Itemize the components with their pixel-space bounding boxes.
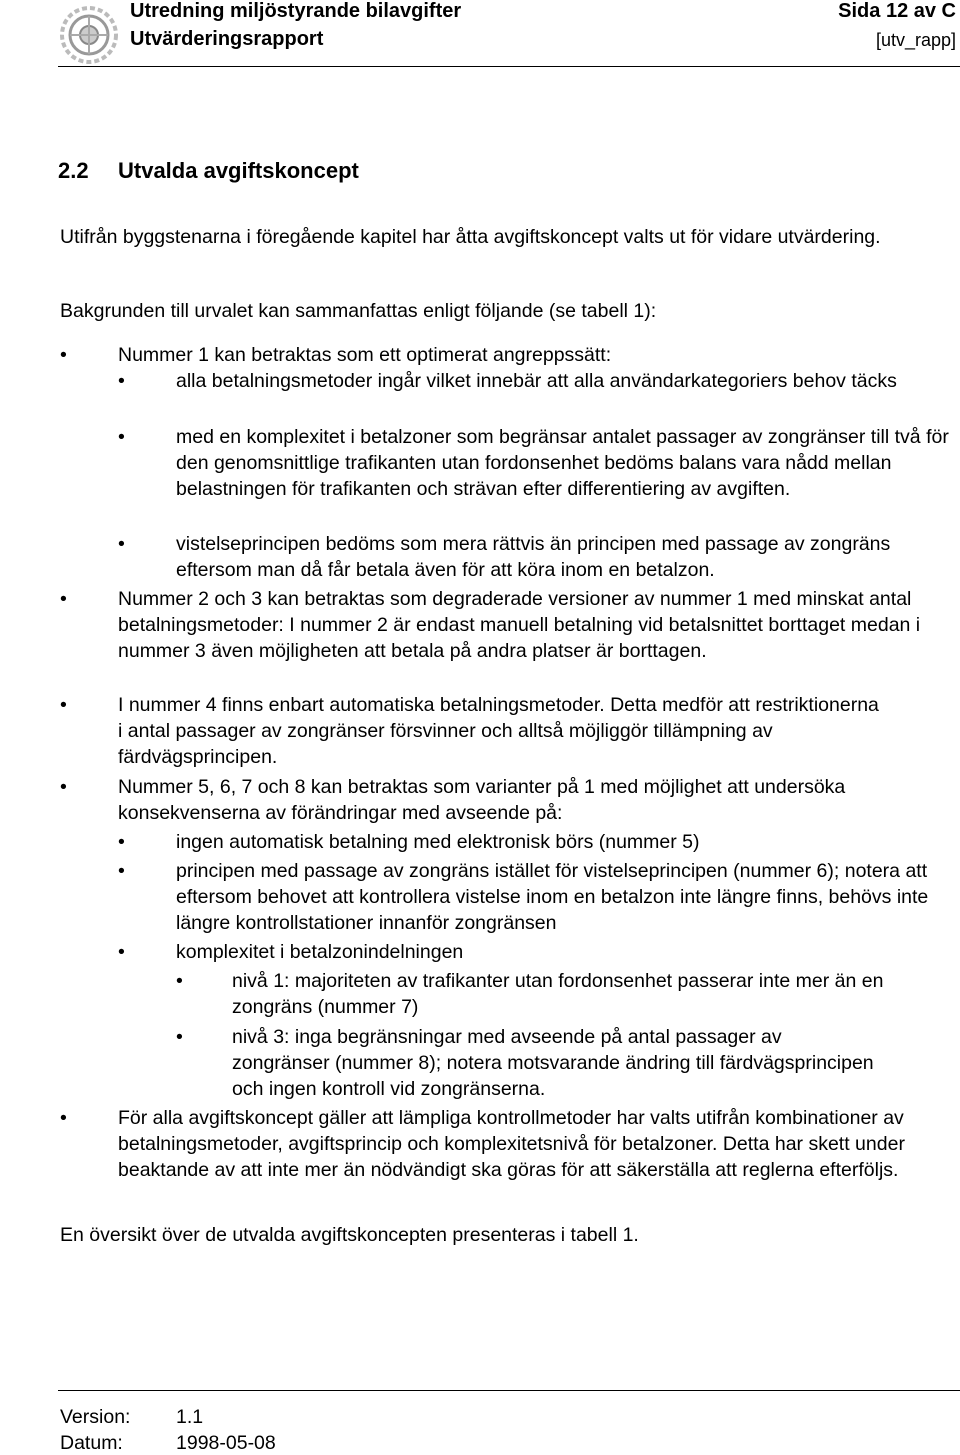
list-item-text: I nummer 4 finns enbart automatiska betalningsmetoder. Detta medför att restriktionerna i antal passager av zongränser försvinner och alltså möjliggör tillämpning av färdvägsprincipen. [118,694,879,768]
bullet-marker: • [118,941,125,963]
header-divider [58,66,960,67]
list-item-text: Nummer 2 och 3 kan betraktas som degraderade versioner av nummer 1 med minskat antal betalningsmetoder: I nummer 2 är endast manuell betalning vid betalsnittet borttaget medan i nummer 3 även möjligheten att betala på andra platser är borttagen. [118,588,921,662]
bullet-marker: • [176,1026,183,1048]
list-item-text: komplexitet i betalzonindelningen [176,941,464,963]
section-number: 2.2 [58,158,89,183]
list-item-text: alla betalningsmetoder ingår vilket innebär att alla användarkategoriers behov täcks [176,370,897,392]
bullet-marker: • [118,831,125,853]
version-label: Version: [60,1406,131,1428]
bullet-marker: • [118,370,125,392]
date-label: Datum: [60,1432,123,1454]
document-subtitle: Utvärderingsrapport [130,28,324,50]
background-paragraph: Bakgrunden till urvalet kan sammanfattas enligt följande (se tabell 1): [60,300,657,322]
closing-paragraph: En översikt över de utvalda avgiftskoncepten presenteras i tabell 1. [60,1224,639,1246]
gear-logo-icon [58,4,120,66]
bullet-marker: • [176,970,183,992]
version-value: 1.1 [176,1406,204,1428]
page-number: Sida 12 av C [838,0,956,22]
list-item-text: ingen automatisk betalning med elektronisk börs (nummer 5) [176,831,700,853]
list-item-text: nivå 3: inga begränsningar med avseende på antal passager av zongränser (nummer 8); notera motsvarande ändring till färdvägsprincipen och ingen kontroll vid zongränserna. [232,1026,874,1100]
bullet-marker: • [60,776,67,798]
list-item-text: Nummer 1 kan betraktas som ett optimerat angreppssätt: [118,344,612,366]
bullet-marker: • [118,860,125,882]
section-title: Utvalda avgiftskoncept [118,158,359,183]
bullet-marker: • [118,533,125,555]
list-item-text: vistelseprincipen bedöms som mera rättvis än principen med passage av zongräns eftersom man då får betala även för att köra inom en betalzon. [176,533,891,581]
intro-paragraph: Utifrån byggstenarna i föregående kapitel har åtta avgiftskoncept valts ut för vidare utvärdering. [60,226,881,248]
bullet-marker: • [118,426,125,448]
list-item-text: nivå 1: majoriteten av trafikanter utan fordonsenhet passerar inte mer än en zongräns (nummer 7) [232,970,884,1018]
list-item-text: Nummer 5, 6, 7 och 8 kan betraktas som varianter på 1 med möjlighet att undersöka konsekvenserna av förändringar med avseende på: [118,776,846,824]
list-item-text: principen med passage av zongräns istället för vistelseprincipen (nummer 6); notera att eftersom behovet att kontrollera vistelse inom en betalzon inte längre finns, behövs inte längre kontrollstationer innanför zongränsen [176,860,929,934]
document-title: Utredning miljöstyrande bilavgifter [130,0,462,22]
bullet-marker: • [60,694,67,716]
footer-divider [58,1390,960,1391]
bullet-marker: • [60,344,67,366]
bullet-marker: • [60,588,67,610]
list-item-text: För alla avgiftskoncept gäller att lämpliga kontrollmetoder har valts utifrån kombinationer av betalningsmetoder, avgiftsprincip och komplexitetsnivå för betalzoner. Detta har skett under beaktande av att inte mer än nödvändigt ska göras för att säkerställa att reglerna efterföljs. [118,1107,905,1181]
bullet-marker: • [60,1107,67,1129]
list-item-text: med en komplexitet i betalzoner som begränsar antalet passager av zongränser till två för den genomsnittlige trafikanten utan fordonsenhet bedöms balans vara nådd mellan belastningen för trafikanten och strävan efter differentiering av avgiften. [176,426,949,500]
document-reference: [utv_rapp] [875,30,956,50]
date-value: 1998-05-08 [176,1432,276,1454]
